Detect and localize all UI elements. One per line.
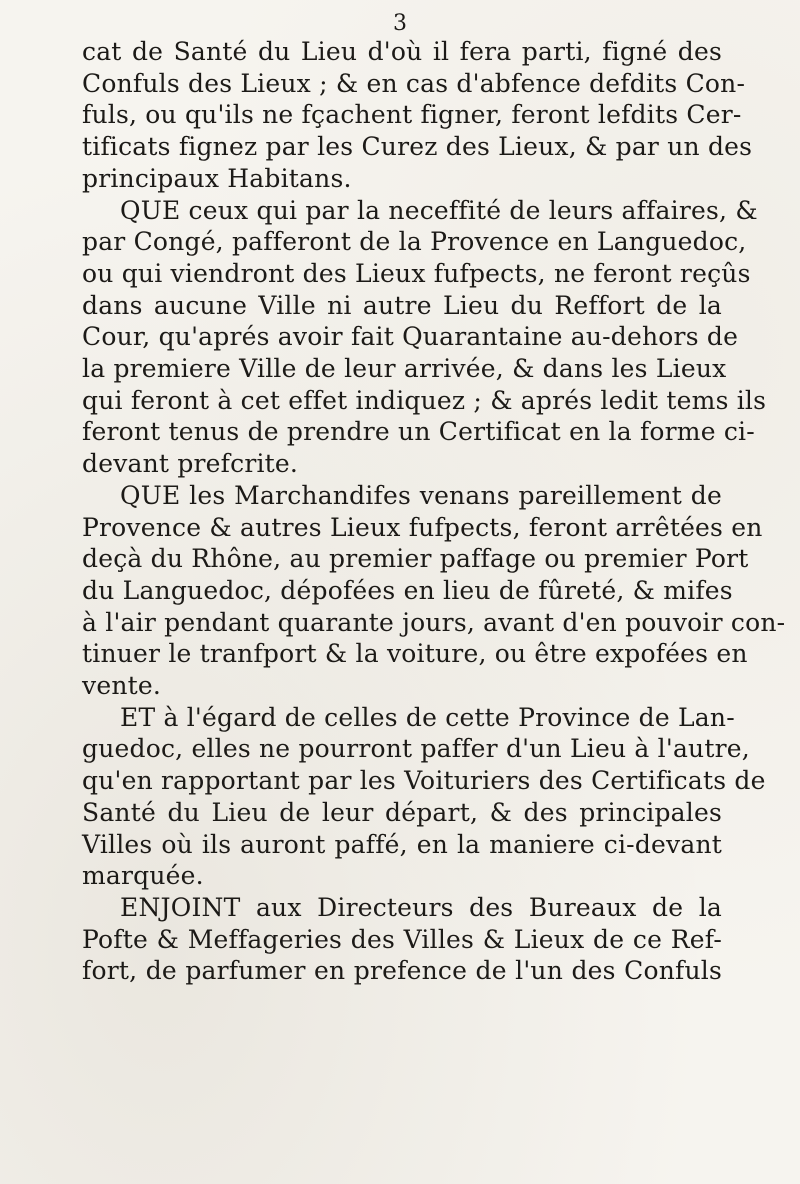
text-line: fort, de parfumer en prefence de l'un des Confuls [82,956,722,986]
text-line: tificats fignez par les Curez des Lieux, & par un des [82,132,753,162]
text-line: fuls, ou qu'ils ne fçachent figner, feront lefdits Cer- [82,100,742,130]
page-number: 3 [393,11,407,36]
text-line: Villes où ils auront paffé, en la maniere ci-devant [82,829,722,859]
text-line: deçà du Rhône, au premier paffage ou premier Port [82,544,749,574]
text-line: du Languedoc, dépofées en lieu de fûreté, & mifes [82,575,733,605]
text-line: qu'en rapportant par les Voituriers des Certificats de [82,766,766,796]
text-line: cat de Santé du Lieu d'où il fera parti, figné des [82,37,722,66]
text-line: à l'air pendant quarante jours, avant d'en pouvoir con- [82,607,786,637]
text-line: vente. [82,671,162,701]
text-line: la premiere Ville de leur arrivée, & dans les Lieux [82,354,727,384]
text-line: devant prefcrite. [82,449,299,479]
text-line: Confuls des Lieux ; & en cas d'abfence defdits Con- [82,68,746,98]
text-line: Provence & autres Lieux fufpects, feront arrêtées en [82,512,763,542]
text-line: dans aucune Ville ni autre Lieu du Reffort de la [82,290,722,320]
text-line: Pofte & Meffageries des Villes & Lieux de ce Ref- [82,924,722,954]
text-line: principaux Habitans. [82,163,352,193]
text-line: ou qui viendront des Lieux fufpects, ne feront reçûs [82,258,751,288]
body-text [82,36,786,987]
text-line: feront tenus de prendre un Certificat en la forme ci- [82,417,755,447]
text-line: ENJOINT aux Directeurs des Bureaux de la [120,892,722,922]
text-line: QUE les Marchandifes venans pareillement de [120,480,722,510]
text-line: Cour, qu'aprés avoir fait Quarantaine au-dehors de [82,322,739,352]
text-line: par Congé, pafferont de la Provence en Languedoc, [82,227,747,257]
text-line: ET à l'égard de celles de cette Province de Lan- [120,702,735,732]
text-line: guedoc, elles ne pourront paffer d'un Lieu à l'autre, [82,734,750,764]
text-line: QUE ceux qui par la neceffité de leurs affaires, & [120,195,758,225]
text-line: qui feront à cet effet indiquez ; & aprés ledit tems ils [82,385,767,415]
text-line: Santé du Lieu de leur départ, & des principales [82,797,722,827]
text-line: tinuer le tranfport & la voiture, ou être expofées en [82,639,748,669]
text-line: marquée. [82,861,204,891]
